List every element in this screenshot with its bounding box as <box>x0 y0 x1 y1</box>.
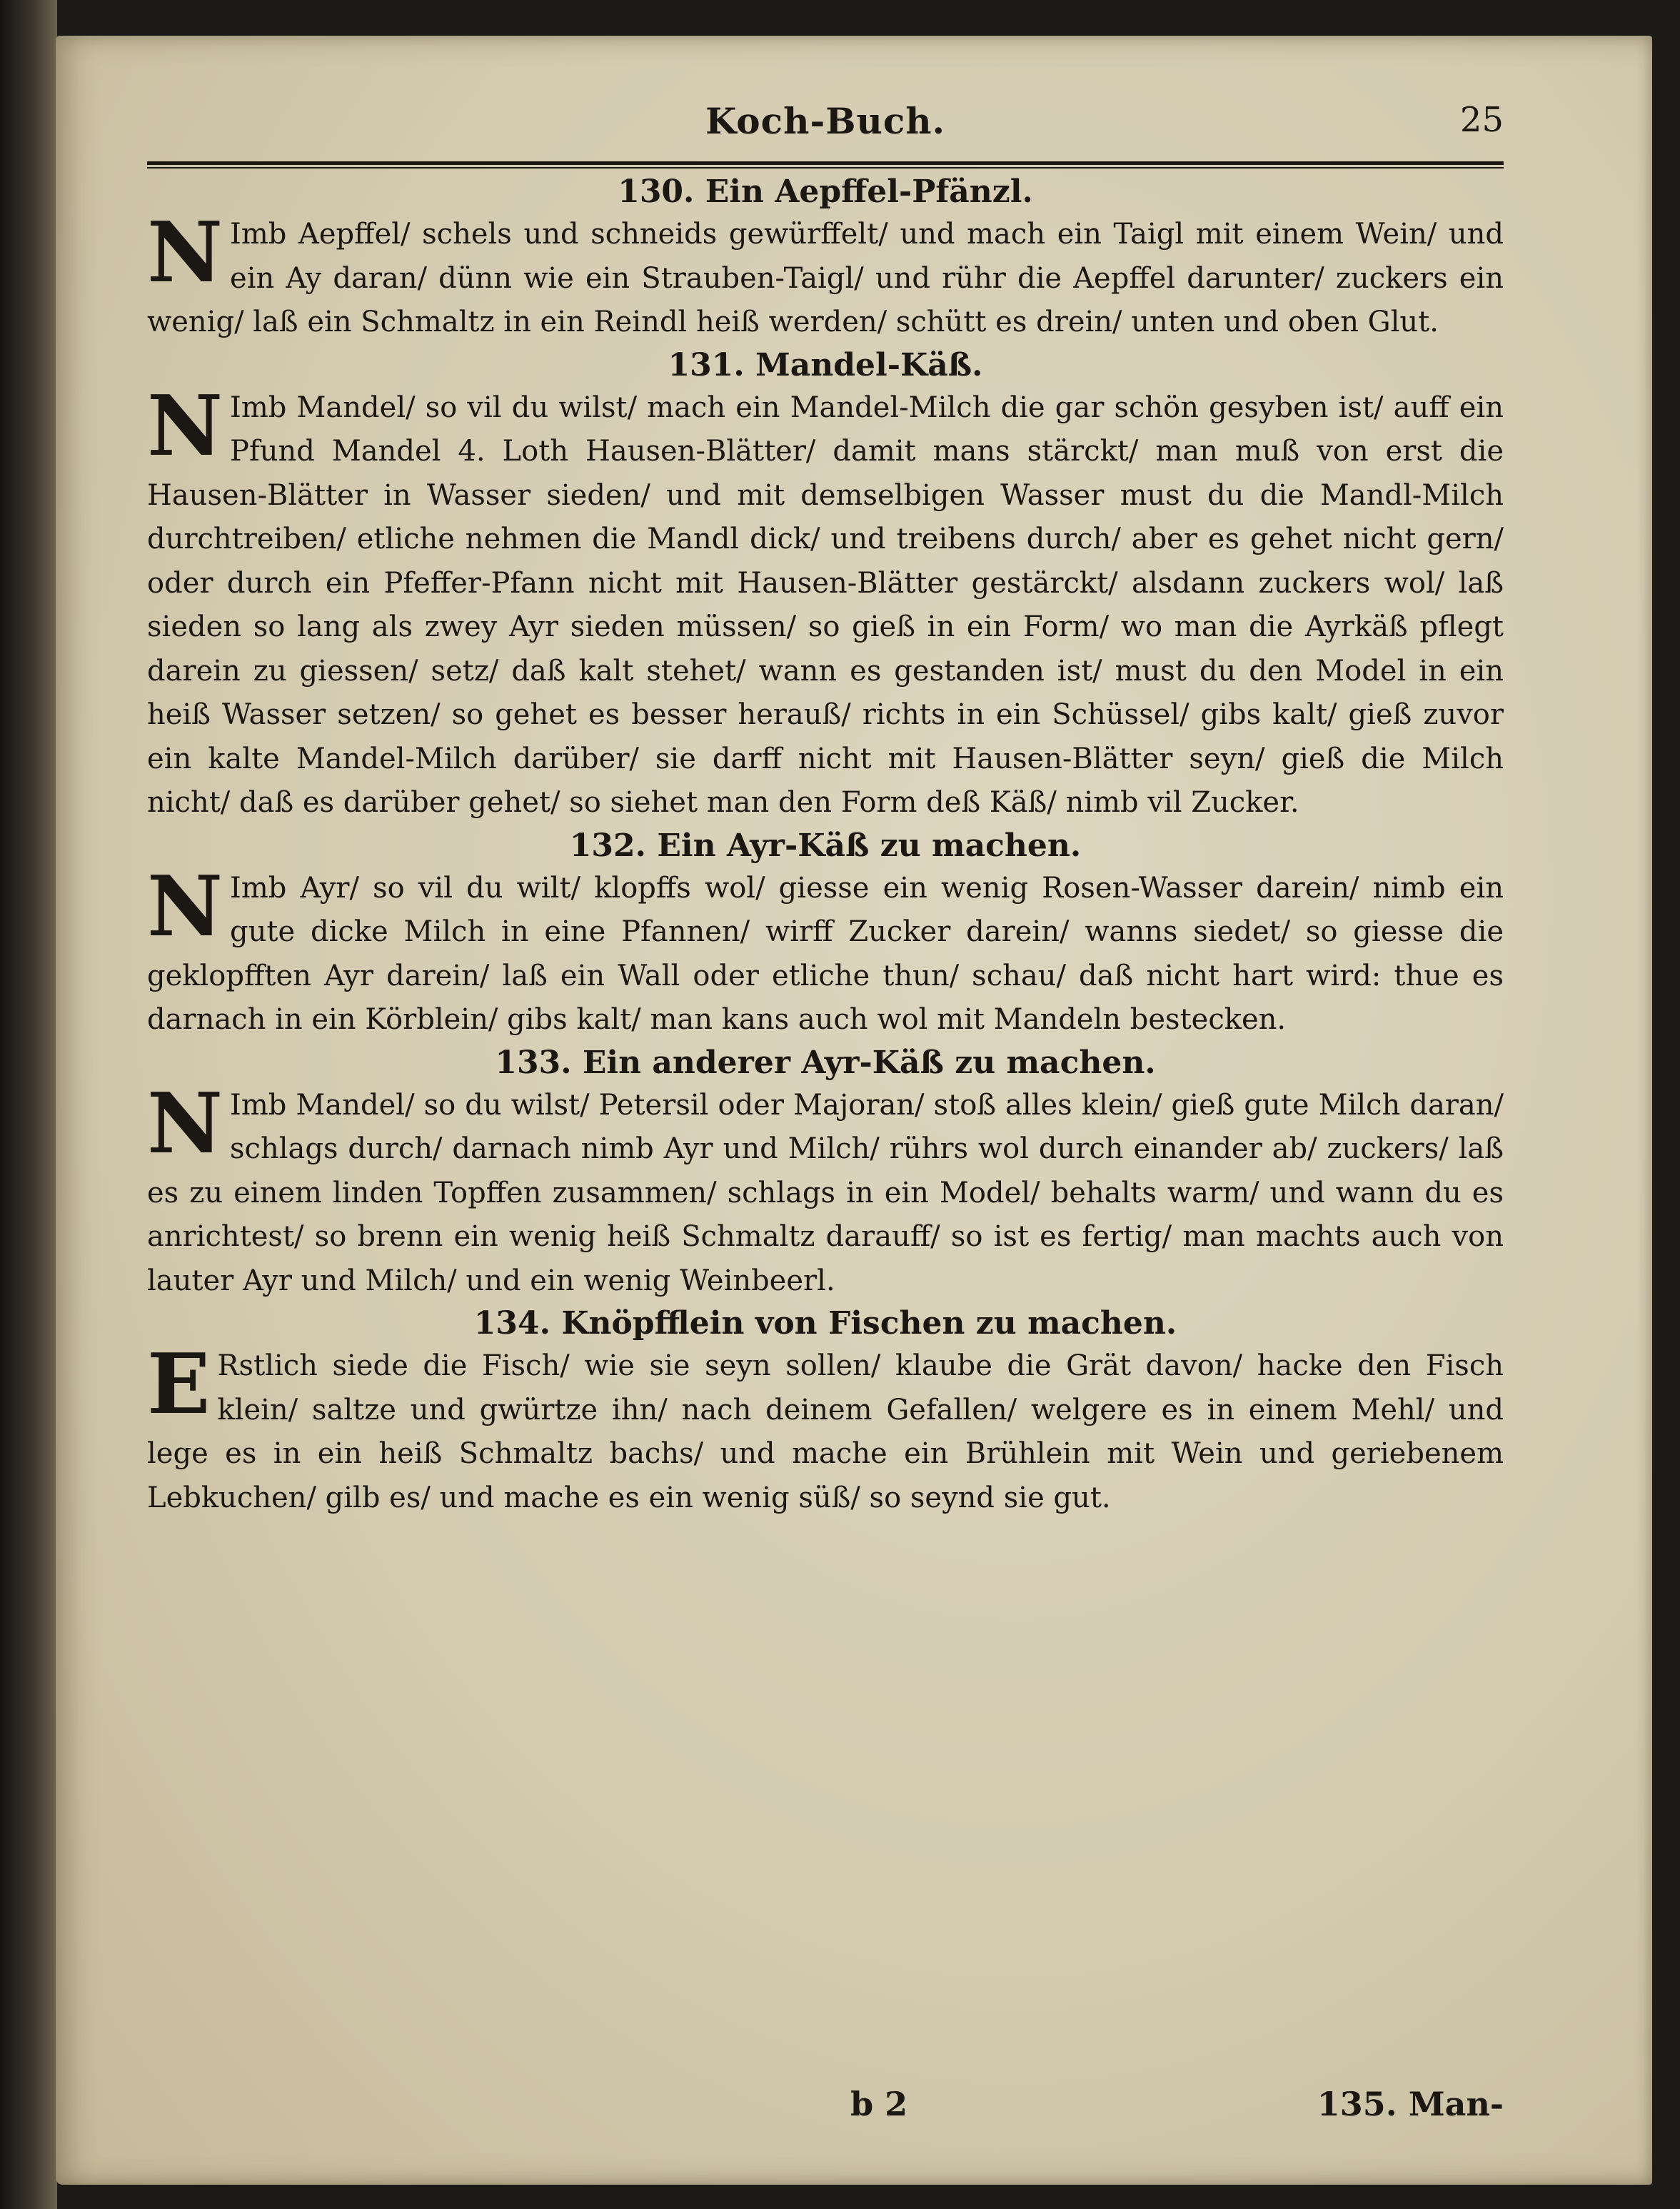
recipe-title: Ein Aepffel-Pfänzl. <box>705 173 1033 210</box>
catchword: 135. Man- <box>1317 2085 1504 2123</box>
recipe-132 <box>147 825 1504 1042</box>
recipe-heading <box>147 825 1504 867</box>
recipe-text: Imb Mandel/ so du wilst/ Petersil oder Majoran/ stoß alles klein/ gieß gute Milch daran/ schlags durch/ darnach nimb Ayr und Milch/ rührs wol durch einander ab/ zuckers/ laß es zu einem linden Topffen zusammen/ schlags in ein Model/ behalts warm/ und wann du es anrichtest/ so brenn ein wenig heiß Schmaltz darauff/ so ist es fertig/ man machts auch von lauter Ayr und Milch/ und ein wenig Weinbeerl. <box>147 1088 1504 1297</box>
recipe-body <box>147 377 1504 825</box>
recipe-heading <box>147 171 1504 213</box>
recipe-130 <box>147 171 1504 345</box>
recipe-body <box>147 857 1504 1042</box>
book-page <box>56 36 1652 2185</box>
recipe-body <box>147 1336 1504 1520</box>
recipe-heading <box>147 345 1504 386</box>
recipe-text: Imb Ayr/ so vil du wilt/ klopffs wol/ giesse ein wenig Rosen-Wasser darein/ nimb ein gute dicke Milch in eine Pfannen/ wirff Zucker darein/ wanns siedet/ so giesse die geklopfften Ayr darein/ laß ein Wall oder etliche thun/ schau/ daß nicht hart wird: thue es darnach in ein Körblein/ gibs kalt/ man kans auch wol mit Mandeln bestecken. <box>147 871 1504 1036</box>
recipe-title: Mandel-Käß. <box>755 346 983 383</box>
signature-mark: b 2 <box>850 2085 908 2123</box>
text-block <box>147 100 1504 1520</box>
book-spine-shadow <box>0 0 57 2209</box>
recipe-133 <box>147 1042 1504 1304</box>
drop-initial: E <box>147 1336 211 1433</box>
running-head <box>147 100 1504 161</box>
recipe-body <box>147 204 1504 345</box>
recipe-text: Imb Aepffel/ schels und schneids gewürffelt/ und mach ein Taigl mit einem Wein/ und ein Ay daran/ dünn wie ein Strauben-Taigl/ und rühr die Aepffel darunter/ zuckers ein wenig/ laß ein Schmaltz in ein Reindl heiß werden/ schütt es drein/ unten und oben Glut. <box>147 218 1504 338</box>
recipe-number: 131. <box>668 346 745 383</box>
drop-initial: N <box>147 857 223 955</box>
drop-initial: N <box>147 204 223 301</box>
recipe-number: 133. <box>495 1044 572 1081</box>
recipe-131 <box>147 345 1504 825</box>
recipe-134 <box>147 1303 1504 1520</box>
recipe-title: Ein Ayr-Käß zu machen. <box>657 827 1082 864</box>
running-title: Koch-Buch. <box>705 100 946 142</box>
page-number: 25 <box>1459 100 1504 140</box>
recipe-text: Rstlich siede die Fisch/ wie sie seyn sollen/ klaube die Grät davon/ hacke den Fisch klein/ saltze und gwürtze ihn/ nach deinem Gefallen/ welgere es in einem Mehl/ und lege es in ein heiß Schmaltz bachs/ und mache ein Brühlein mit Wein und geriebenem Lebkuchen/ gilb es/ und mache es ein wenig süß/ so seynd sie gut. <box>147 1349 1504 1514</box>
recipe-text: Imb Mandel/ so vil du wilst/ mach ein Mandel-Milch die gar schön gesyben ist/ auff ein Pfund Mandel 4. Loth Hausen-Blätter/ damit mans stärckt/ man muß von erst die Hausen-Blätter in Wasser sieden/ und mit demselbigen Wasser must du die Mandl-Milch durchtreiben/ etliche nehmen die Mandl dick/ und treibens durch/ aber es gehet nicht gern/ oder durch ein Pfeffer-Pfann nicht mit Hausen-Blätter gestärckt/ alsdann zuckers wol/ laß sieden so lang als zwey Ayr sieden müssen/ so gieß in ein Form/ wo man die Ayrkäß pflegt darein zu giessen/ setz/ daß kalt stehet/ wann es gestanden ist/ must du den Model in ein heiß Wasser setzen/ so gehet es besser herauß/ richts in ein Schüssel/ gibs kalt/ gieß zuvor ein kalte Mandel-Milch darüber/ sie darff nicht mit Hausen-Blätter seyn/ gieß die Milch nicht/ daß es darüber gehet/ so siehet man den Form deß Käß/ nimb vil Zucker. <box>147 391 1504 819</box>
page-footer <box>147 2085 1504 2135</box>
drop-initial: N <box>147 377 223 475</box>
recipe-heading <box>147 1042 1504 1084</box>
head-rule <box>147 161 1504 168</box>
recipe-body <box>147 1075 1504 1304</box>
recipe-title: Ein anderer Ayr-Käß zu machen. <box>582 1044 1156 1081</box>
recipe-number: 130. <box>618 173 695 210</box>
recipe-number: 132. <box>569 827 646 864</box>
recipe-number: 134. <box>473 1305 550 1342</box>
drop-initial: N <box>147 1075 223 1172</box>
recipe-heading <box>147 1303 1504 1344</box>
recipe-title: Knöpfflein von Fischen zu machen. <box>561 1305 1177 1342</box>
